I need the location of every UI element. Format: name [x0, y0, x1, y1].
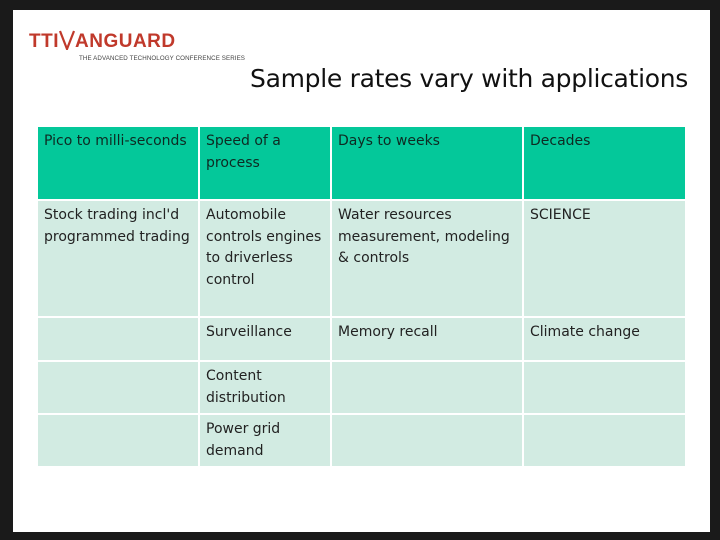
header-cell: Days to weeks — [331, 126, 523, 200]
tti-vanguard-logo — [29, 22, 259, 82]
slide — [13, 10, 710, 532]
logo-suffix: ANGUARD — [75, 31, 176, 52]
table-cell: Surveillance — [199, 317, 331, 361]
table-cell — [331, 414, 523, 467]
vanguard-v-icon — [59, 30, 75, 50]
table-cell — [37, 414, 199, 467]
logo-wordmark — [29, 30, 176, 53]
table-row — [37, 414, 686, 467]
table-row — [37, 200, 686, 317]
table-cell: Stock trading incl'd programmed trading — [37, 200, 199, 317]
table-cell: Content distribution — [199, 361, 331, 414]
header-cell: Pico to milli-seconds — [37, 126, 199, 200]
slide-title: Sample rates vary with applications — [250, 64, 688, 93]
table-cell — [37, 317, 199, 361]
table-row — [37, 317, 686, 361]
table-cell — [331, 361, 523, 414]
table-cell — [37, 361, 199, 414]
table-cell — [523, 361, 686, 414]
table-cell: Power grid demand — [199, 414, 331, 467]
logo-tagline: THE ADVANCED TECHNOLOGY CONFERENCE SERIES — [79, 55, 246, 62]
table-row — [37, 361, 686, 414]
table-cell — [523, 414, 686, 467]
table-cell: Memory recall — [331, 317, 523, 361]
table-cell: Water resources measurement, modeling & controls — [331, 200, 523, 317]
table-cell: SCIENCE — [523, 200, 686, 317]
sample-rates-table — [36, 125, 687, 468]
logo-prefix: TTI — [29, 31, 59, 52]
header-cell: Decades — [523, 126, 686, 200]
table-cell: Automobile controls engines to driverless control — [199, 200, 331, 317]
table-header-row — [37, 126, 686, 200]
header-cell: Speed of a process — [199, 126, 331, 200]
table-cell: Climate change — [523, 317, 686, 361]
